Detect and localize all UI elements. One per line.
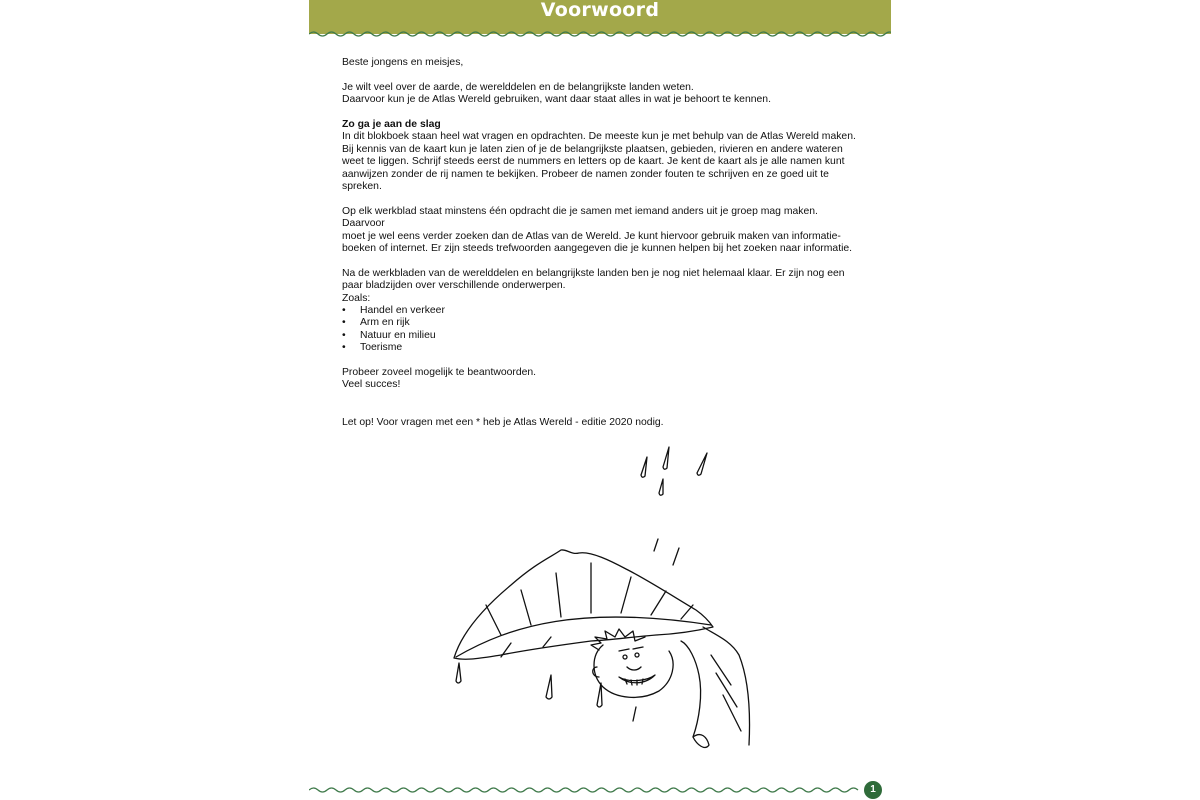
paragraph-line: paar bladzijden over verschillende onderwerpen. xyxy=(342,280,566,292)
list-item: • Arm en rijk xyxy=(342,317,410,329)
bullet-icon: • xyxy=(342,305,346,317)
leaf-rain-illustration xyxy=(441,445,751,765)
bullet-icon: • xyxy=(342,317,346,329)
list-item: • Toerisme xyxy=(342,342,403,354)
header-wave-divider xyxy=(309,28,891,40)
paragraph-line: moet je wel eens verder zoeken dan de Atlas van de Wereld. Je kunt hiervoor gebruik maken van informatie- xyxy=(342,230,841,242)
list-item: • Natuur en milieu xyxy=(342,329,436,341)
page-title: Voorwoord xyxy=(540,0,660,21)
section-line: spreken. xyxy=(342,181,382,193)
intro-line-1: Je wilt veel over de aarde, de werelddelen en de belangrijkste landen weten. xyxy=(342,81,694,93)
footer-wave-divider xyxy=(309,784,859,796)
section-heading: Zo ga je aan de slag xyxy=(342,119,441,130)
section-line: weet te liggen. Schrijf steeds eerst de nummers en letters op de kaart. Je kent de kaart als je alle namen kunt xyxy=(342,156,845,168)
raindrop-icon xyxy=(641,447,707,565)
bullet-icon: • xyxy=(342,329,346,341)
edition-note: Let op! Voor vragen met een * heb je Atlas Wereld - editie 2020 nodig. xyxy=(342,416,664,428)
section-line: In dit blokboek staan heel wat vragen en opdrachten. De meeste kun je met behulp van de Atlas Wereld maken. xyxy=(342,131,856,143)
greeting: Beste jongens en meisjes, xyxy=(342,57,464,68)
paragraph-line: Op elk werkblad staat minstens één opdracht die je samen met iemand anders uit je groep mag maken. Daarvoor xyxy=(342,205,818,230)
page-number-badge: 1 xyxy=(864,781,882,799)
intro-line-2: Daarvoor kun je de Atlas Wereld gebruiken, want daar staat alles in wat je behoort te kennen. xyxy=(342,94,771,106)
document-page xyxy=(309,0,891,800)
bullet-icon: • xyxy=(342,342,346,354)
topic-list xyxy=(342,305,862,355)
list-intro: Zoals: xyxy=(342,292,371,304)
paragraph-line: Na de werkbladen van de werelddelen en belangrijkste landen ben je nog niet helemaal klaar. Er zijn nog een xyxy=(342,267,845,279)
closing-line-1: Probeer zoveel mogelijk te beantwoorden. xyxy=(342,367,537,379)
section-line: Bij kennis van de kaart kun je laten zien of je de belangrijkste plaatsen, gebieden, rivieren en andere wateren xyxy=(342,143,843,155)
closing-line-2: Veel succes! xyxy=(342,379,401,391)
paragraph-line: boeken of internet. Er zijn steeds trefwoorden aangegeven die je kunnen helpen bij het zoeken naar informatie. xyxy=(342,243,853,255)
header-banner xyxy=(309,0,891,34)
foreword-text xyxy=(342,57,862,429)
section-line: aanwijzen zonder de rij namen te bekijken. Probeer de namen zonder fouten te schrijven en ze goed uit te xyxy=(342,168,829,180)
list-item: • Handel en verkeer xyxy=(342,305,445,317)
